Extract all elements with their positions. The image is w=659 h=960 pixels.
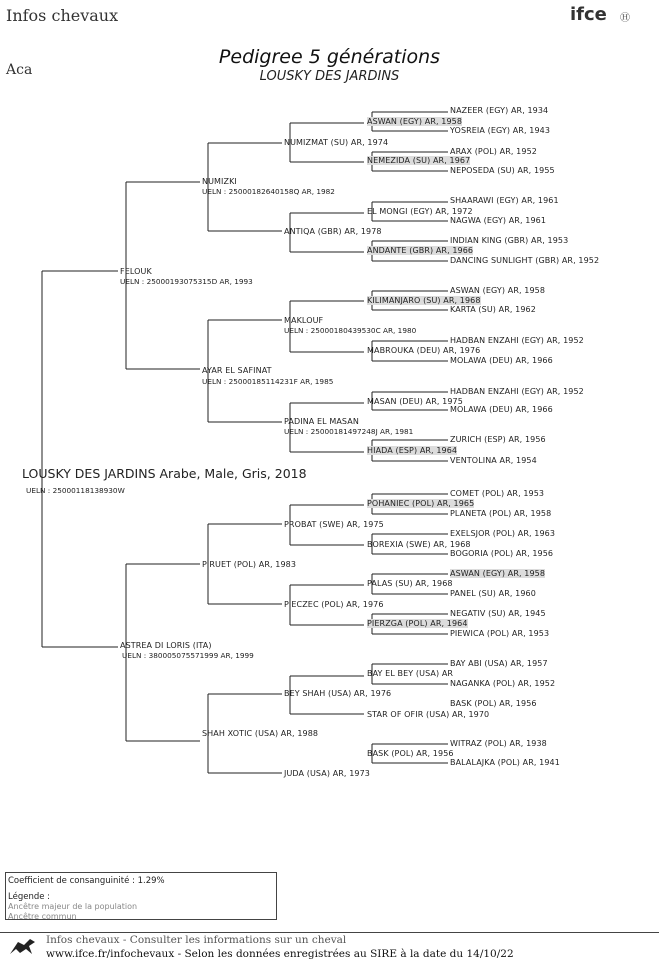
ancestor-g4: HIADA (ESP) AR, 1964 [367, 446, 458, 455]
legend-major-ancestor: Ancêtre majeur de la population [8, 902, 138, 911]
sire-name: FELOUK [120, 267, 152, 276]
subject-name: LOUSKY DES JARDINS Arabe, Male, Gris, 2018 [22, 466, 307, 481]
ancestor-g4: PIERZGA (POL) AR, 1964 [367, 619, 468, 628]
ancestor-g5: NEGATIV (SU) AR, 1945 [450, 609, 546, 618]
ancestor-g4: PALAS (SU) AR, 1968 [367, 579, 453, 588]
ancestor-g3: BEY SHAH (USA) AR, 1976 [284, 689, 392, 698]
ancestor-g5: PLANETA (POL) AR, 1958 [450, 509, 552, 518]
ancestor-g2: PIRUET (POL) AR, 1983 [202, 560, 297, 569]
ancestor-g5: HADBAN ENZAHI (EGY) AR, 1952 [450, 336, 584, 345]
ancestor-g3: PROBAT (SWE) AR, 1975 [284, 520, 384, 529]
ancestor-g3: NUMIZMAT (SU) AR, 1974 [284, 138, 389, 147]
ancestor-g3: MAKLOUF [284, 316, 324, 325]
ancestor-g2-ueln: UELN : 25000185114231F AR, 1985 [202, 377, 334, 386]
ancestor-g4: BOREXIA (SWE) AR, 1968 [367, 540, 471, 549]
ancestor-g5: EXELSJOR (POL) AR, 1963 [450, 529, 556, 538]
footer-line-1: Infos chevaux - Consulter les informations sur un cheval [46, 934, 347, 946]
ancestor-g2: NUMIZKI [202, 177, 237, 186]
ancestor-g5: NAGANKA (POL) AR, 1952 [450, 679, 556, 688]
ancestor-g5: YOSREIA (EGY) AR, 1943 [450, 126, 551, 135]
horse-jumper-icon [8, 936, 38, 958]
ancestor-g3: PIECZEC (POL) AR, 1976 [284, 600, 384, 609]
ancestor-g5: SHAARAWI (EGY) AR, 1961 [450, 196, 559, 205]
ancestor-g5: DANCING SUNLIGHT (GBR) AR, 1952 [450, 256, 600, 265]
ancestor-g5: BASK (POL) AR, 1956 [450, 699, 537, 708]
ancestor-g5: BOGORIA (POL) AR, 1956 [450, 549, 554, 558]
ancestor-g5: NAGWA (EGY) AR, 1961 [450, 216, 547, 225]
ancestor-g3: ANTIQA (GBR) AR, 1978 [284, 227, 382, 236]
ancestor-g5: PANEL (SU) AR, 1960 [450, 589, 536, 598]
footer-line-2: www.ifce.fr/infochevaux - Selon les données enregistrées au SIRE à la date du 14/10/22 [46, 948, 514, 960]
ancestor-g5: MOLAWA (DEU) AR, 1966 [450, 405, 553, 414]
ancestor-g5: NAZEER (EGY) AR, 1934 [450, 106, 549, 115]
ancestor-g4: NEMEZIDA (SU) AR, 1967 [367, 156, 471, 165]
dam-name: ASTREA DI LORIS (ITA) [120, 641, 212, 650]
ancestor-g5: COMET (POL) AR, 1953 [450, 489, 545, 498]
ancestor-g5: ASWAN (EGY) AR, 1958 [450, 286, 546, 295]
ancestor-g4: POHANIEC (POL) AR, 1965 [367, 499, 475, 508]
ancestor-g3-ueln: UELN : 25000181497248J AR, 1981 [284, 427, 414, 436]
header-title: Infos chevaux [6, 6, 119, 25]
ancestor-g3: JUDA (USA) AR, 1973 [284, 769, 370, 778]
ancestor-g4: ASWAN (EGY) AR, 1958 [367, 117, 463, 126]
page-subtitle: LOUSKY DES JARDINS [259, 69, 400, 84]
footer-divider [0, 932, 659, 933]
ancestor-g5: WITRAZ (POL) AR, 1938 [450, 739, 547, 748]
sire-ueln: UELN : 25000193075315D AR, 1993 [120, 277, 253, 286]
aca-logo: Aca [6, 62, 33, 78]
ancestor-g5: ASWAN (EGY) AR, 1958 [450, 569, 546, 578]
ancestor-g4: BAY EL BEY (USA) AR [367, 669, 454, 678]
ancestor-g5: KARTA (SU) AR, 1962 [450, 305, 536, 314]
legend-title: Légende : [8, 892, 51, 902]
ancestor-g4: BASK (POL) AR, 1956 [367, 749, 454, 758]
ancestor-g5: HADBAN ENZAHI (EGY) AR, 1952 [450, 387, 584, 396]
dam-ueln: UELN : 380005075571999 AR, 1999 [122, 651, 254, 660]
ancestor-g5: ARAX (POL) AR, 1952 [450, 147, 537, 156]
page-title: Pedigree 5 générations [218, 46, 441, 68]
ancestor-g4: MASAN (DEU) AR, 1975 [367, 397, 463, 406]
legend-common-ancestor: Ancêtre commun [8, 912, 77, 921]
ancestor-g5: INDIAN KING (GBR) AR, 1953 [450, 236, 569, 245]
inbreeding-coefficient: Coefficient de consanguinité : 1.29% [8, 876, 165, 886]
ancestor-g3-ueln: UELN : 25000180439530C AR, 1980 [284, 326, 417, 335]
ancestor-g5: VENTOLINA AR, 1954 [450, 456, 537, 465]
ancestor-g2: SHAH XOTIC (USA) AR, 1988 [202, 729, 319, 738]
ifce-logo-text: ifce [570, 4, 607, 25]
ancestor-g5: ZURICH (ESP) AR, 1956 [450, 435, 546, 444]
ancestor-g4: KILIMANJARO (SU) AR, 1968 [367, 296, 481, 305]
ancestor-g5: MOLAWA (DEU) AR, 1966 [450, 356, 553, 365]
subject-ueln: UELN : 25000118138930W [26, 486, 125, 495]
ancestor-g5: BAY ABI (USA) AR, 1957 [450, 659, 548, 668]
ancestor-g3: PADINA EL MASAN [284, 417, 359, 426]
horse-icon: Ⓗ [620, 13, 630, 24]
ancestor-g4: MABROUKA (DEU) AR, 1976 [367, 346, 481, 355]
ancestor-g2: AYAR EL SAFINAT [202, 366, 272, 375]
ancestor-g5: PIEWICA (POL) AR, 1953 [450, 629, 550, 638]
ancestor-g4: STAR OF OFIR (USA) AR, 1970 [367, 710, 490, 719]
ancestor-g2-ueln: UELN : 25000182640158Q AR, 1982 [202, 187, 335, 196]
ancestor-g4: ANDANTE (GBR) AR, 1966 [367, 246, 474, 255]
ancestor-g5: NEPOSEDA (SU) AR, 1955 [450, 166, 555, 175]
ancestor-g4: EL MONGI (EGY) AR, 1972 [367, 207, 473, 216]
ancestor-g5: BALALAJKA (POL) AR, 1941 [450, 758, 560, 767]
